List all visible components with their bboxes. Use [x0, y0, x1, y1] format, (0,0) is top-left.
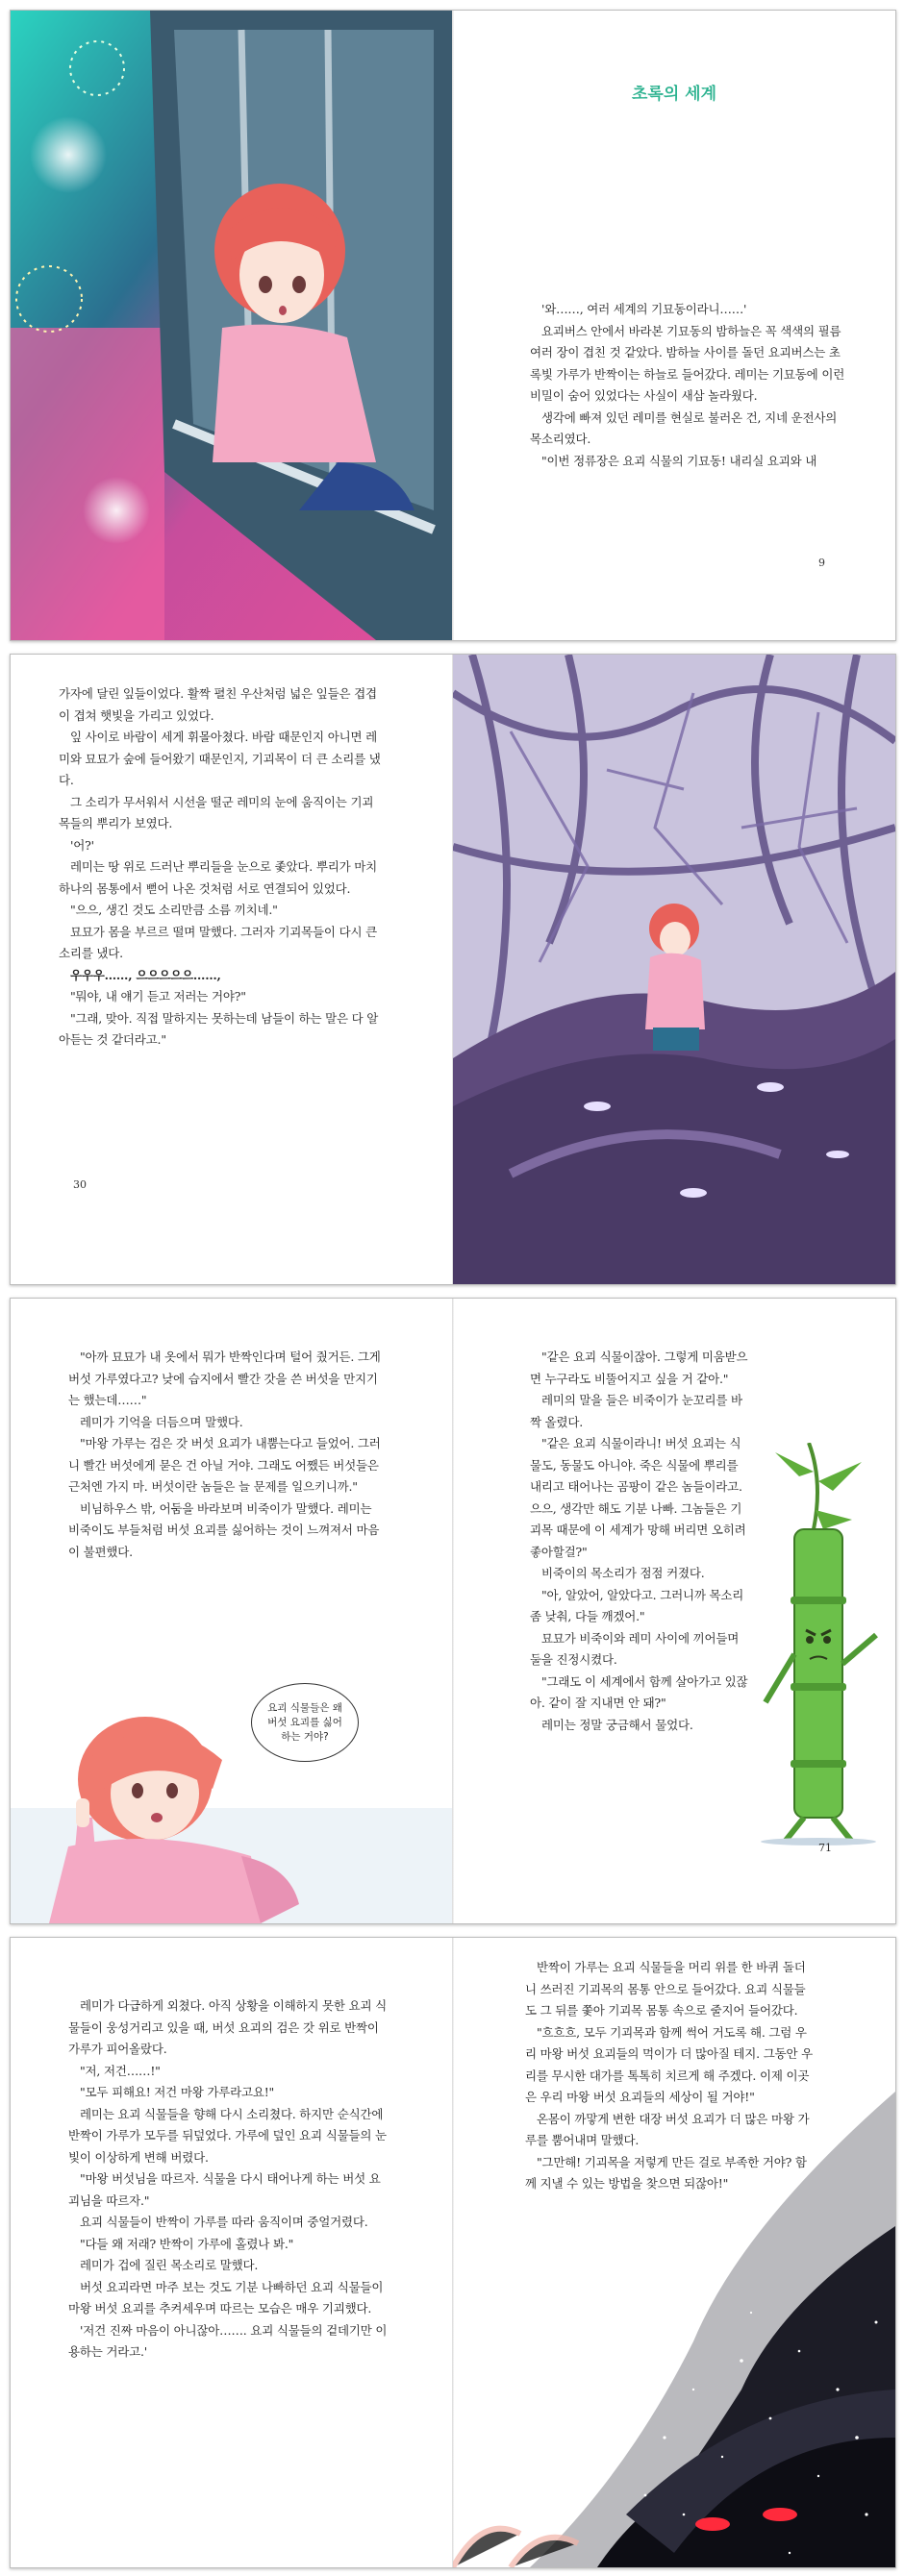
paragraph: 온몸이 까맣게 변한 대장 버섯 요괴가 더 많은 마왕 가루를 뿜어내며 말했다. [525, 2111, 810, 2147]
paragraph: "뭐야, 내 얘기 듣고 저러는 거야?" [70, 989, 246, 1003]
page-71 [453, 1299, 895, 1923]
spread-3 [10, 1298, 896, 1924]
paragraph: 비죽이의 목소리가 점점 커졌다. [541, 1566, 705, 1580]
paragraph: 요괴버스 안에서 바라본 기묘동의 밤하늘은 꼭 색색의 필름 여러 장이 겹친 것 같았다. 밤하늘 사이를 돌던 요괴버스는 초록빛 가루가 반짝이는 하늘로 들어갔다. 레미는 기묘동에 이런 비밀이 숨어 있었다는 사실이 새삼 놀라웠다. [530, 323, 845, 403]
paragraph: 생각에 빠져 있던 레미를 현실로 불러온 건, 지네 운전사의 목소리였다. [530, 409, 838, 446]
page-number: 9 [818, 557, 825, 569]
paragraph: '어?' [70, 837, 94, 853]
paragraph: 잎 사이로 바람이 세게 휘몰아쳤다. 바람 때문인지 아니면 레미와 묘묘가 숲에 들어왔기 때문인지, 기괴목이 더 큰 소리를 냈다. [59, 730, 381, 787]
illustration-remi-pointing [11, 1664, 453, 1923]
paragraph: 레미가 기억을 더듬으며 말했다. [80, 1414, 243, 1429]
body-text [525, 1957, 814, 2195]
paragraph: 레미는 요괴 식물들을 향해 다시 소리쳤다. 하지만 순식간에 반짝이 가루가 모두를 뒤덮었다. 가루에 덮인 요괴 식물들의 눈빛이 이상하게 변해 버렸다. [68, 2106, 387, 2165]
page-number: 30 [73, 1178, 87, 1191]
paragraph: "마왕 버섯님을 따르자. 식물을 다시 태어나게 하는 버섯 요괴님을 따르자." [68, 2171, 381, 2208]
paragraph: 레미의 말을 들은 비죽이가 눈꼬리를 바짝 올렸다. [530, 1393, 742, 1429]
paragraph: 가자에 달린 잎들이었다. 활짝 펼친 우산처럼 넓은 잎들은 겹겹이 겹쳐 햇빛을 가리고 있었다. [59, 686, 377, 723]
illustration-forest-roots [453, 655, 895, 1284]
paragraph: 레미는 정말 궁금해서 물었다. [541, 1717, 693, 1732]
chapter-title: 초록의 세계 [631, 85, 717, 104]
paragraph: "마왕 가루는 검은 갓 버섯 요괴가 내뿜는다고 들었어. 그러니 빨간 버섯에게 묻은 건 아닐 거야. 그래도 어쨌든 버섯들은 근처엔 가지 마. 버섯이란 놈들은 늘 문제를 일으키니까." [68, 1436, 381, 1494]
paragraph: 요괴 식물들이 반짝이 가루를 따라 움직이며 중얼거렸다. [80, 2215, 368, 2229]
paragraph: 반짝이 가루는 요괴 식물들을 머리 위를 한 바퀴 돌더니 쓰러진 기괴목의 몸통 안으로 들어갔다. 요괴 식물들도 그 뒤를 쫓아 기괴목 몸통 속으로 줄지어 들어갔다. [525, 1960, 806, 2018]
speech-bubble [251, 1683, 359, 1762]
page-number: 71 [818, 1842, 832, 1854]
page-70 [11, 1299, 453, 1923]
paragraph: 버섯 요괴라면 마주 보는 것도 기분 나빠하던 요괴 식물들이 마왕 버섯 요괴를 추켜세우며 따르는 모습은 매우 기괴했다. [68, 2279, 384, 2316]
paragraph: 비님하우스 밖, 어둠을 바라보며 비죽이가 말했다. 레미는 비죽이도 부들처럼 버섯 요괴를 싫어하는 것이 느껴져서 마음이 불편했다. [68, 1500, 380, 1559]
paragraph: "아까 묘묘가 내 옷에서 뭐가 반짝인다며 털어 줬거든. 그게 버섯 가루였다고? 낮에 습지에서 빨간 갓을 쓴 버섯을 만지기는 했는데……" [68, 1350, 381, 1407]
spread-4 [10, 1937, 896, 2568]
paragraph: 레미가 겁에 질린 목소리로 말했다. [80, 2258, 259, 2272]
illustration-bamboo-character [756, 1443, 891, 1846]
body-text [530, 1347, 751, 1736]
paragraph: 묘묘가 비죽이와 레미 사이에 끼어들며 둘을 진정시켰다. [530, 1630, 740, 1667]
sound-effect: 우우우……, 으으으으으……, [70, 967, 221, 982]
body-text [530, 299, 847, 472]
paragraph: "같은 요괴 식물이잖아. 그렇게 미움받으면 누구라도 비뚤어지고 싶을 거 같아." [530, 1350, 748, 1386]
page-30 [11, 655, 453, 1284]
page-9 [453, 11, 895, 640]
paragraph: "아, 알았어, 알았다고. 그러니까 목소리 좀 낮춰, 다들 깨겠어." [530, 1587, 744, 1623]
paragraph: "모두 피해요! 저건 마왕 가루라고요!" [80, 2085, 275, 2099]
speech-bubble-text: 요괴 식물들은 왜 버섯 요괴를 싫어하는 거야? [267, 1701, 342, 1743]
paragraph: 레미는 땅 위로 드러난 뿌리들을 눈으로 좇았다. 뿌리가 마치 하나의 몸통에서 뻗어 나온 것처럼 서로 연결되어 있었다. [59, 859, 377, 896]
page-left [11, 1938, 453, 2567]
paragraph: '저건 진짜 마음이 아니잖아……. 요괴 식물들의 겉데기만 이용하는 거라고.' [68, 2322, 388, 2359]
paragraph: "그래도 이 세계에서 함께 살아가고 있잖아. 같이 잘 지내면 안 돼?" [530, 1673, 748, 1710]
paragraph: "흐흐흐, 모두 기괴목과 함께 썩어 거도록 해. 그럼 우리 마왕 버섯 요괴들의 먹이가 더 많아질 테지. 그동안 우리를 무시한 대가를 톡톡히 치르게 해 주겠다. 이제 이곳은 우리 마왕 버섯 요괴들의 세상이 될 거야!" [525, 2024, 813, 2104]
paragraph: 묘묘가 몸을 부르르 떨며 말했다. 그러자 기괴목들이 다시 큰 소리를 냈다. [59, 924, 377, 960]
paragraph: "저, 저건……!" [80, 2063, 161, 2078]
spread-2 [10, 654, 896, 1285]
paragraph: 레미가 다급하게 외쳤다. 아직 상황을 이해하지 못한 요괴 식물들이 웅성거리고 있을 때, 버섯 요괴의 검은 갓 위로 반짝이 가루가 피어올랐다. [68, 1998, 387, 2056]
paragraph: "그만해! 기괴목을 저렇게 만든 걸로 부족한 거야? 함께 지낼 수 있는 방법을 찾으면 되잖아!" [525, 2154, 807, 2191]
body-text [68, 1347, 386, 1563]
paragraph: 그 소리가 무서워서 시선을 떨군 레미의 눈에 움직이는 기괴목들의 뿌리가 보였다. [59, 794, 374, 830]
paragraph: "그래, 맞아. 직접 말하지는 못하는데 남들이 하는 말은 다 알아듣는 것 같더라고." [59, 1010, 379, 1047]
paragraph: "같은 요괴 식물이라니! 버섯 요괴는 식물도, 동물도 아니야. 죽은 식물에 뿌리를 내리고 태어나는 곰팡이 같은 놈들이라고. 으으, 생각만 해도 기분 나빠. 그놈들은 기괴목 때문에 이 세계가 망해 버리면 오히려 좋아할걸?" [530, 1436, 746, 1559]
paragraph: "으으, 생긴 것도 소리만큼 소름 끼치네." [70, 903, 278, 917]
paragraph: "다들 왜 저래? 반짝이 가루에 홀렸나 봐." [80, 2236, 294, 2251]
spread-1 [10, 10, 896, 641]
page-right [453, 1938, 895, 2567]
body-text [59, 683, 381, 1052]
paragraph: '와……, 여러 세계의 기묘동이라니……' [541, 302, 747, 316]
illustration-bus-window [11, 11, 453, 640]
body-text [68, 1995, 390, 2364]
paragraph: "이번 정류장은 요괴 식물의 기묘동! 내리실 요괴와 내 [541, 453, 817, 468]
